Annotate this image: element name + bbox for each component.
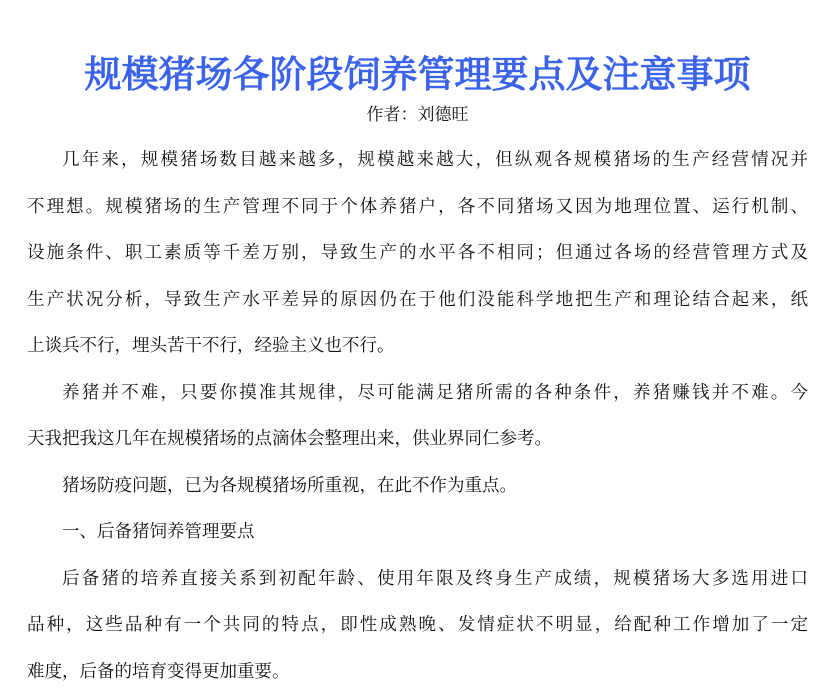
text-line: 设施条件、职工素质等千差万别，导致生产的水平各不相同；但通过各场的经营管理方式及 [27,243,808,263]
paragraph-gilt-cultivation [27,556,808,696]
text-line: 难度，后备的培育变得更加重要。 [27,661,290,682]
text-line: 上谈兵不行，埋头苦干不行，经验主义也不行。 [27,336,395,356]
document-body [27,137,808,695]
paragraph-epidemic [27,463,808,510]
text-line: 养猪并不难，只要你摸准其规律，尽可能满足猪所需的各种条件，养猪赚钱并不难。今 [62,382,808,403]
paragraph-intro [27,137,808,370]
text-line: 天我把我这几年在规模猪场的点滴体会整理出来，供业界同仁参考。 [27,429,552,449]
text-line: 生产状况分析，导致生产水平差异的原因仍在于他们没能科学地把生产和理论结合起来，纸 [27,289,808,310]
section-heading-gilt-management [27,509,808,556]
text-line: 不理想。规模猪场的生产管理不同于个体养猪户，各不同猪场又因为地理位置、运行机制、 [27,196,808,217]
text-line: 品种，这些品种有一个共同的特点，即性成熟晚、发情症状不明显，给配种工作增加了一定 [27,615,808,635]
document-author: 作者：刘德旺 [366,105,469,125]
document-title: 规模猪场各阶段饲养管理要点及注意事项 [84,53,751,96]
text-line: 猪场防疫问题，已为各规模猪场所重视，在此不作为重点。 [62,475,517,496]
text-line: 一、后备猪饲养管理要点 [62,522,255,542]
text-line: 几年来，规模猪场数目越来越多，规模越来越大，但纵观各规模猪场的生产经营情况并 [62,150,808,170]
text-line: 后备猪的培养直接关系到初配年龄、使用年限及终身生产成绩，规模猪场大多选用进口 [62,568,808,589]
paragraph-not-difficult [27,370,808,463]
